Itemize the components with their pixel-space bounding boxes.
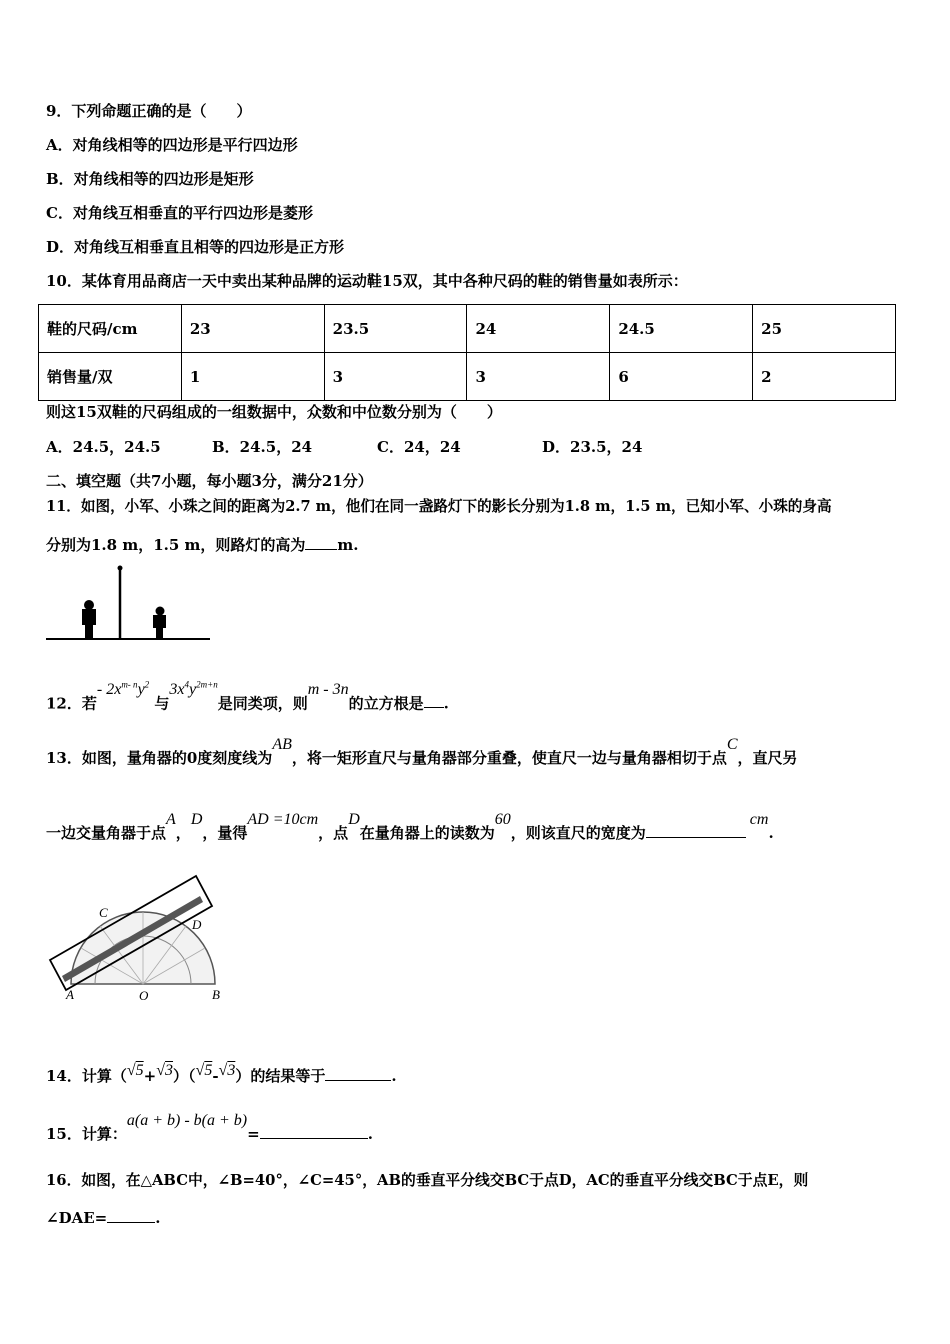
q11-line1: 11．如图，小军、小珠之间的距离为2.7 m，他们在同一盏路灯下的影长分别为1.8 m，1.5 m，已知小军、小珠的身高 — [46, 498, 832, 515]
math-ad: AD =10cm — [247, 811, 319, 828]
radicand: 5 — [135, 1062, 144, 1079]
q12-text: 是同类项，则 — [217, 694, 308, 713]
answer-blank[interactable] — [107, 1208, 155, 1223]
q12-expr2 — [169, 681, 217, 698]
q9-option-c: C．对角线互相垂直的平行四边形是菱形 — [46, 204, 313, 222]
label-b: B — [212, 987, 220, 1002]
q13-text: ，将一矩形直尺与量角器部分重叠，使直尺一边与量角器相切于点 — [291, 749, 727, 767]
q11-line2 — [46, 535, 358, 555]
table-cell: 销售量/双 — [39, 353, 182, 401]
q11-text: 分别为1.8 m，1.5 m，则路灯的高为 — [46, 536, 306, 554]
radicand: 5 — [204, 1062, 213, 1079]
answer-blank[interactable] — [305, 535, 337, 550]
expr-part: y — [137, 681, 145, 699]
q13-text: ，点 — [318, 824, 349, 842]
table-cell: 24 — [467, 305, 610, 353]
q12-connector: 与 — [154, 694, 170, 713]
table-cell: 24.5 — [610, 305, 753, 353]
q12-expr3: m - 3n — [307, 681, 349, 699]
q9-stem: 9．下列命题正确的是（ ） — [46, 102, 252, 120]
sqrt-expr: √3 — [156, 1062, 174, 1079]
q12-line — [46, 680, 449, 714]
exponent: m- n — [121, 680, 138, 690]
math-ab: AB — [272, 736, 292, 753]
q16-line1: 16．如图，在△ABC中，∠B=40°，∠C=45°，AB的垂直平分线交BC于点D，AC的垂直平分线交BC于点E，则 — [46, 1172, 809, 1189]
q14-text: ）（ — [173, 1067, 196, 1085]
math-d: D — [190, 811, 203, 828]
table-cell: 23 — [181, 305, 324, 353]
table-cell: 23.5 — [324, 305, 467, 353]
q10-question: 则这15双鞋的尺码组成的一组数据中，众数和中位数分别为（ ） — [46, 403, 502, 421]
q16-line2 — [46, 1208, 160, 1228]
streetlight-figure — [44, 563, 212, 645]
person-icon — [153, 607, 166, 640]
radicand: 3 — [227, 1062, 236, 1079]
q16-end: . — [155, 1209, 161, 1227]
q9-option-b: B．对角线相等的四边形是矩形 — [46, 170, 254, 188]
q9-option-a: A．对角线相等的四边形是平行四边形 — [46, 136, 298, 154]
math-cm: cm — [749, 811, 769, 828]
answer-blank[interactable] — [424, 693, 444, 708]
q13-text: ，直尺另 — [737, 749, 798, 767]
table-row — [39, 305, 896, 353]
radicand: 3 — [165, 1062, 174, 1079]
expr-part: - 2x — [96, 681, 122, 699]
q14-end: . — [391, 1067, 397, 1085]
exponent: 2m+n — [196, 680, 218, 690]
math-a: A — [166, 811, 176, 828]
q13-text: ， — [175, 824, 191, 842]
table-cell: 1 — [181, 353, 324, 401]
q10-option-c: C．24，24 — [377, 438, 461, 456]
sqrt-expr: √5 — [195, 1062, 213, 1079]
label-c: C — [99, 905, 108, 920]
math-c: C — [726, 736, 738, 753]
answer-blank[interactable] — [260, 1124, 368, 1139]
table-cell: 鞋的尺码/cm — [39, 305, 182, 353]
q13-line2 — [46, 811, 774, 844]
exponent: 2 — [144, 680, 150, 690]
q16-text: ∠DAE= — [46, 1209, 108, 1227]
q13-text: 一边交量角器于点 — [46, 824, 167, 842]
q10-option-a: A．24.5，24.5 — [46, 438, 161, 456]
q14-text: 14．计算（ — [46, 1067, 127, 1085]
math-d: D — [348, 811, 360, 828]
q13-text: 在量角器上的读数为 — [359, 824, 495, 842]
q11-unit: m. — [337, 536, 359, 554]
q10-option-b: B．24.5，24 — [212, 438, 313, 456]
section-heading: 二、填空题（共7小题，每小题3分，满分21分） — [46, 472, 373, 490]
q13-text: ，则该直尺的宽度为 — [510, 824, 646, 842]
exponent: 4 — [184, 680, 190, 690]
table-cell: 25 — [753, 305, 896, 353]
table-cell: 3 — [324, 353, 467, 401]
answer-blank[interactable] — [325, 1066, 391, 1081]
q15-line — [46, 1112, 373, 1145]
q12-prefix: 12．若 — [46, 694, 97, 713]
table-cell: 2 — [753, 353, 896, 401]
q9-option-d: D．对角线互相垂直且相等的四边形是正方形 — [46, 238, 345, 256]
q15-end: . — [367, 1125, 373, 1143]
label-a: A — [66, 987, 74, 1002]
label-d: D — [192, 917, 202, 932]
protractor-figure — [40, 868, 230, 1008]
lamp-icon — [118, 566, 123, 571]
q13-line1 — [46, 736, 798, 769]
q13-text: ，量得 — [202, 824, 248, 842]
table-cell: 3 — [467, 353, 610, 401]
q10-stem: 10．某体育用品商店一天中卖出某种品牌的运动鞋15双，其中各种尺码的鞋的销售量如表所示： — [46, 272, 688, 290]
answer-blank[interactable] — [646, 823, 746, 838]
q15-text: 15．计算： — [46, 1125, 127, 1143]
q14-text: ）的结果等于 — [235, 1067, 326, 1085]
math-60: 60 — [494, 811, 511, 828]
sqrt-expr: √5 — [126, 1062, 144, 1079]
q13-text: 13．如图，量角器的0度刻度线为 — [46, 749, 273, 767]
equals-sign: = — [247, 1125, 260, 1143]
q12-text: 的立方根是 — [348, 694, 424, 713]
table-row — [39, 353, 896, 401]
expr-part: 3x — [169, 681, 185, 699]
q12-expr1 — [97, 681, 149, 698]
plus-sign: + — [143, 1067, 157, 1085]
sqrt-expr: √3 — [218, 1062, 236, 1079]
q14-line — [46, 1062, 397, 1087]
expr-part: y — [189, 681, 197, 699]
label-o: O — [139, 988, 149, 1003]
table-cell: 6 — [610, 353, 753, 401]
q12-end: . — [443, 694, 449, 713]
shoe-size-table — [38, 304, 896, 401]
q10-option-d: D．23.5，24 — [542, 438, 643, 456]
q13-end: . — [768, 824, 774, 842]
person-icon — [82, 600, 96, 639]
minus-sign: - — [212, 1067, 219, 1085]
math-expr: a(a + b) - b(a + b) — [126, 1112, 248, 1129]
